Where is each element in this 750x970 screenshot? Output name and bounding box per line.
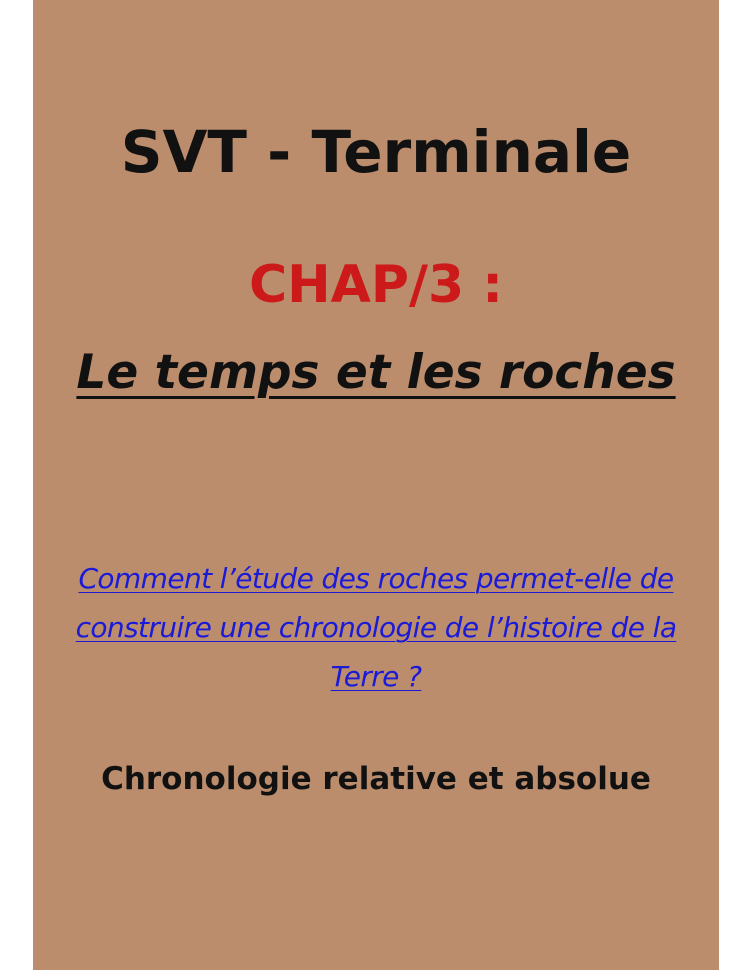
problem-question-link[interactable]: Comment l’étude des roches permet-elle de construire une chronologie de l’histoire de la Terre ? bbox=[75, 562, 677, 693]
cover-page bbox=[33, 0, 719, 970]
chapter-title: Le temps et les roches bbox=[76, 345, 676, 400]
section-subtitle: Chronologie relative et absolue bbox=[101, 761, 651, 797]
course-title: SVT - Terminale bbox=[120, 118, 632, 186]
chapter-label: CHAP/3 : bbox=[248, 255, 504, 315]
